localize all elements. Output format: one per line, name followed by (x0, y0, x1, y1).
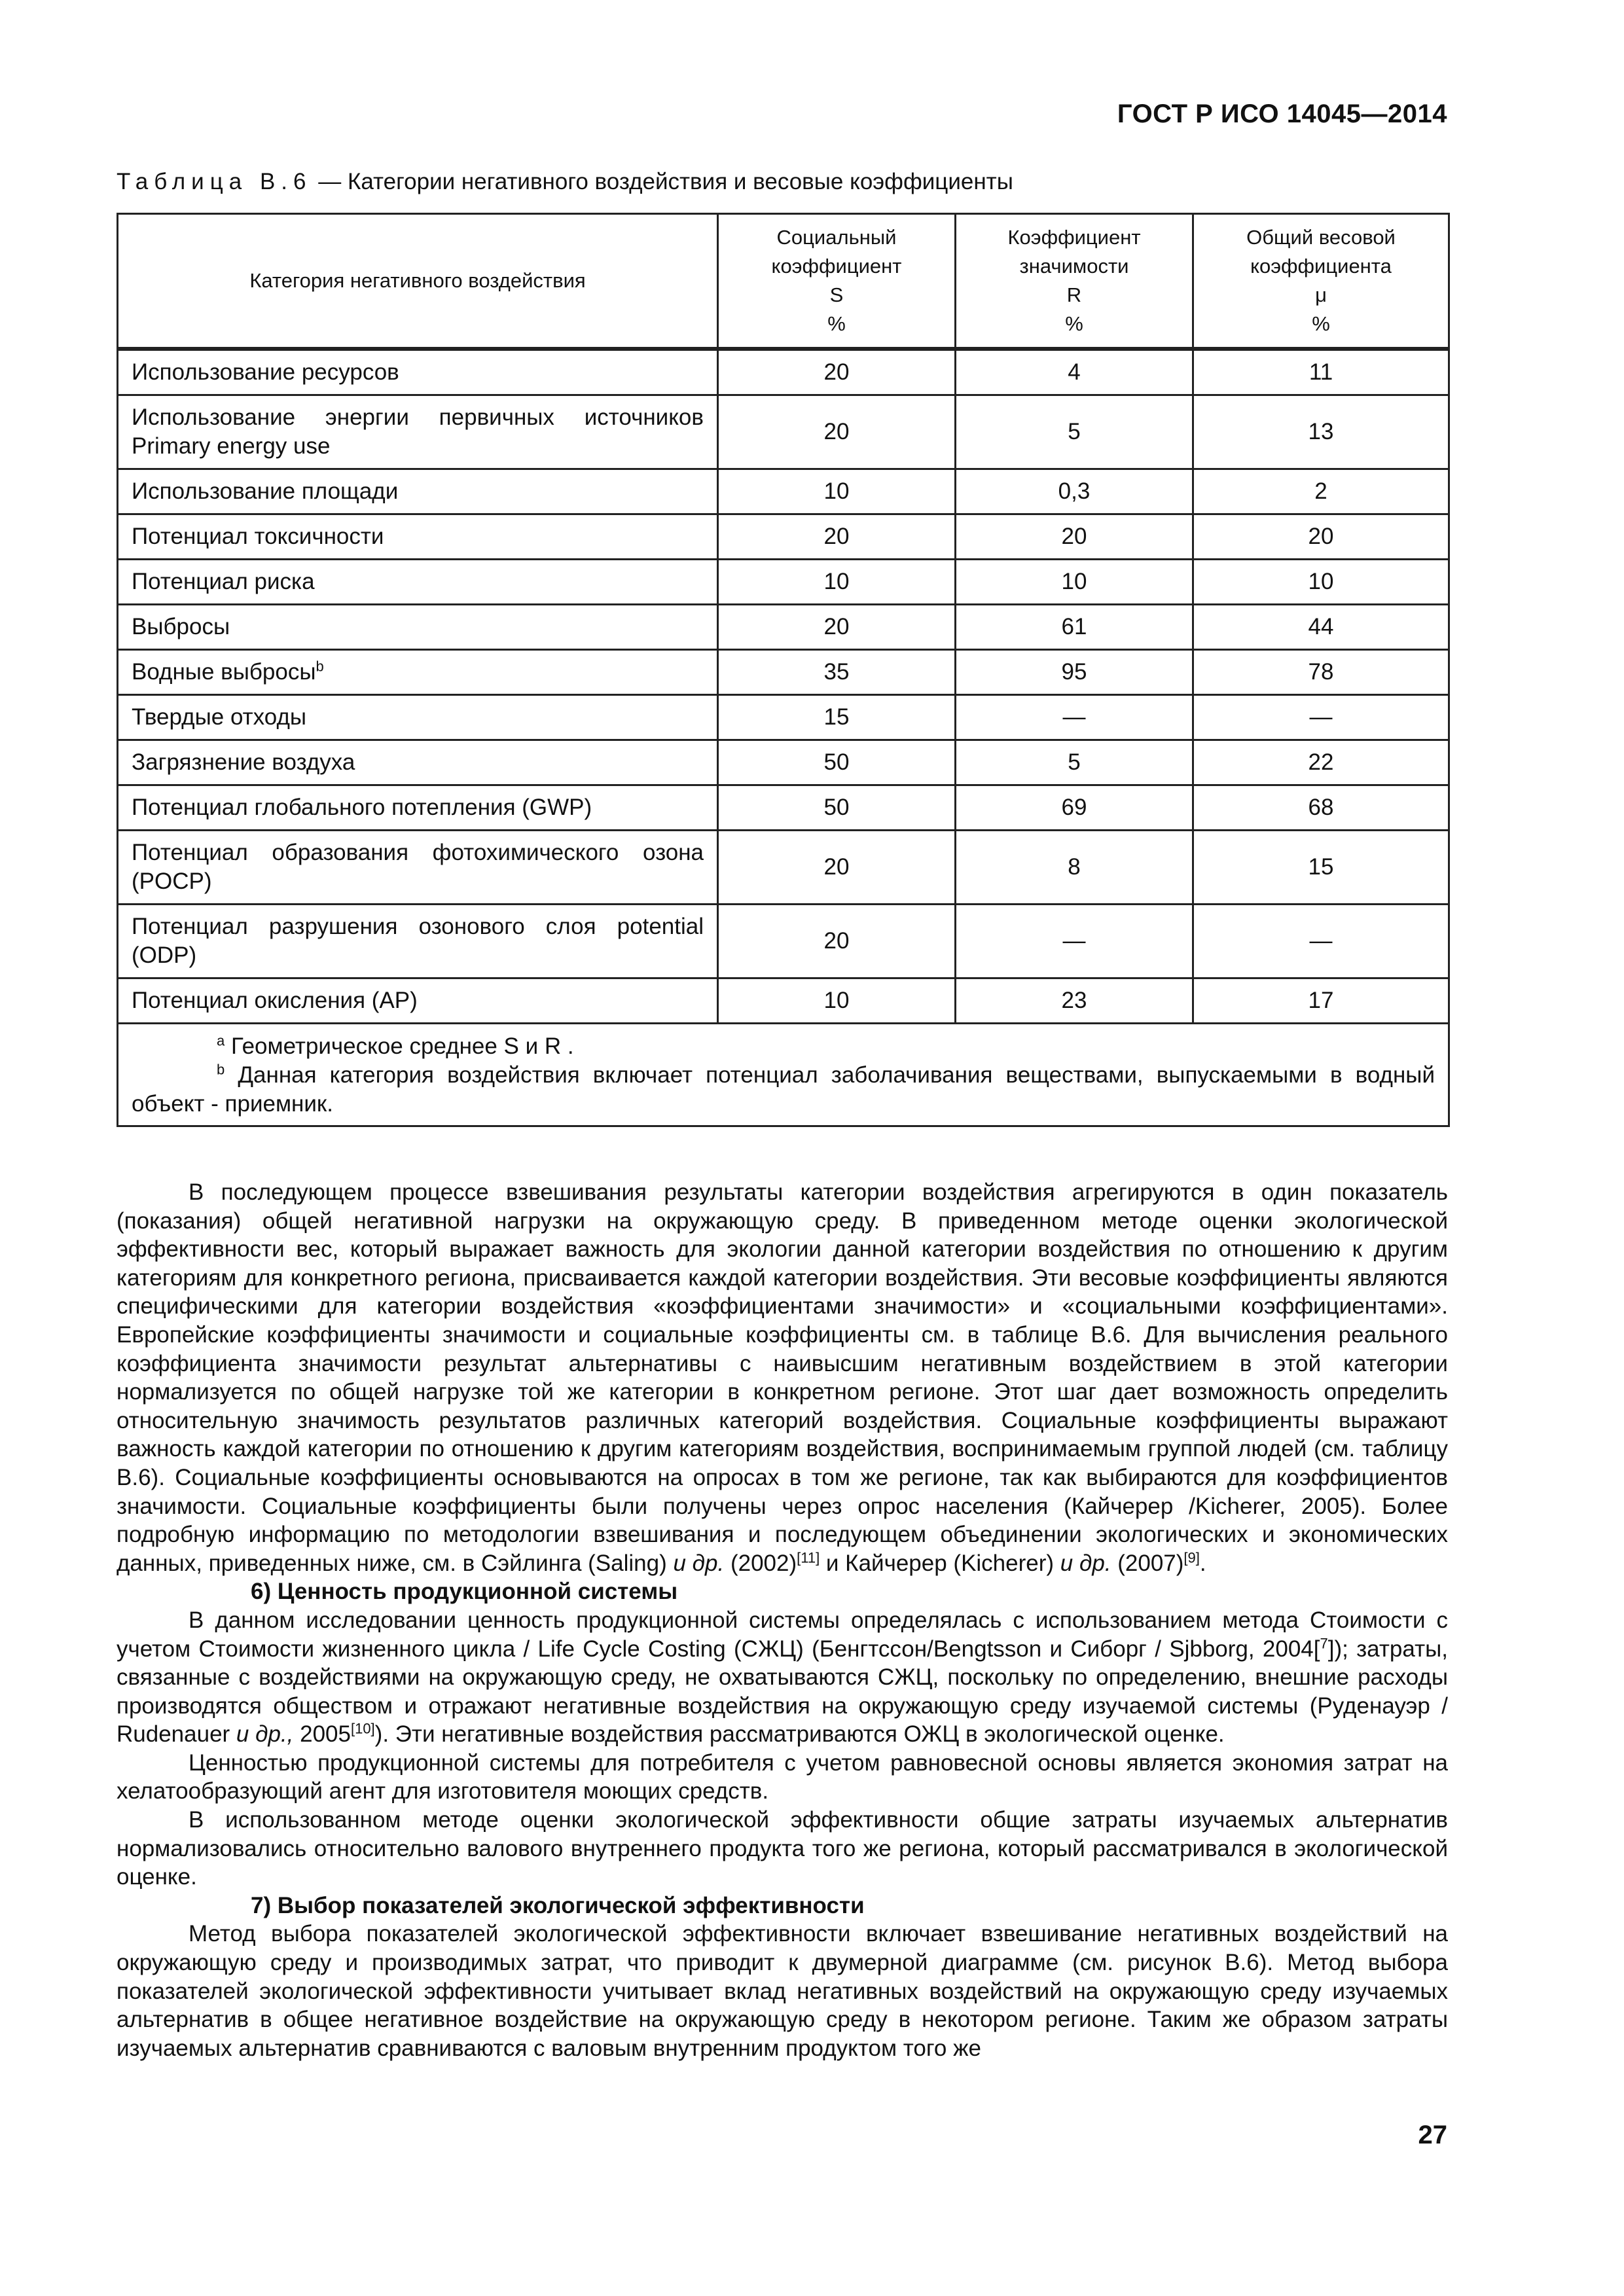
category-label: Твердые отходы (132, 704, 307, 730)
table-caption (117, 169, 1013, 195)
table-row (118, 650, 1449, 695)
value-cell-s: 10 (718, 469, 956, 514)
value-cell-mu: 78 (1193, 650, 1449, 695)
value-cell-r: 4 (956, 349, 1193, 395)
column-header-line: значимости (1019, 255, 1129, 278)
text-italic: и др. (1060, 1550, 1111, 1576)
table-row (118, 978, 1449, 1024)
table-row (118, 395, 1449, 469)
category-cell (118, 514, 718, 560)
text-run: В данном исследовании ценность продукционной системы определялась с использованием метода Стоимости с учетом Стоимости жизненного цикла / Life Cycle Costing (СЖЦ) (Бенгтссон/Bengtsson и Сиборг / Sjbborg, 2004[ (117, 1607, 1448, 1662)
table-caption-label: Таблица В.6 (117, 169, 312, 194)
column-header-line: % (1312, 312, 1330, 335)
category-label: Водные выбросы (132, 659, 316, 685)
text-run: . (1199, 1550, 1206, 1576)
category-cell (118, 785, 718, 831)
category-label: Потенциал разрушения озонового слоя potential (ODP) (132, 914, 704, 968)
table-row (118, 831, 1449, 905)
body-text (117, 1178, 1448, 2062)
table-row (118, 695, 1449, 740)
category-label: Загрязнение воздуха (132, 749, 355, 775)
table-caption-title: — Категории негативного воздействия и весовые коэффициенты (318, 169, 1013, 194)
value-cell-r: — (956, 695, 1193, 740)
column-header-0 (118, 214, 718, 350)
category-cell (118, 905, 718, 978)
table-row (118, 740, 1449, 785)
value-cell-mu: 11 (1193, 349, 1449, 395)
footnote-b-text: Данная категория воздействия включает потенциал заболачивания веществами, выпускаемыми в водный объект - приемник. (132, 1062, 1435, 1117)
text-run: и Кайчерер (Kicherer) (820, 1550, 1060, 1576)
paragraph-normalization: В использованном методе оценки экологической эффективности общие затраты изучаемых альтернатив нормализовались относительно валового внутреннего продукта того же региона, который рассматривался в экологической оценке. (117, 1807, 1448, 1890)
table-row (118, 605, 1449, 650)
paragraph-indicator-selection: Метод выбора показателей экологической эффективности включает взвешивание негативных воздействий на окружающую среду и производимых затрат, что приводит к двумерной диаграмме (см. рисунок В.6). Метод выбора показателей экологической эффективности учитывает вклад негативных воздействий на окружающую среду изучаемых альтернатив в общее негативное воздействие на окружающую среду в некотором регионе. Таким же образом затраты изучаемых альтернатив сравниваются с валовым внутренним продуктом того же (117, 1921, 1448, 2061)
value-cell-r: 95 (956, 650, 1193, 695)
value-cell-mu: 20 (1193, 514, 1449, 560)
text-run: (2002) (724, 1550, 797, 1576)
text-run: 2005 (293, 1721, 351, 1748)
category-label: Выбросы (132, 614, 230, 639)
column-header-line: Коэффициент (1007, 226, 1141, 249)
text-run: ]); затраты, связанные с воздействиями на окружающую среду, не охватываются СЖЦ, поскольку по определению, внешние расходы производятся обществом и отражают негативные воздействия на окружающую среду изучаемой системы (Руденауэр / Rudenauer (117, 1636, 1448, 1748)
table-footnotes-row (118, 1024, 1449, 1126)
category-label: Потенциал риска (132, 569, 315, 594)
value-cell-mu: 68 (1193, 785, 1449, 831)
value-cell-mu: 2 (1193, 469, 1449, 514)
citation-ref: [11] (797, 1549, 820, 1566)
value-cell-mu: 17 (1193, 978, 1449, 1024)
column-header-line: Категория негативного воздействия (249, 269, 586, 292)
value-cell-r: 0,3 (956, 469, 1193, 514)
value-cell-mu: — (1193, 695, 1449, 740)
category-cell (118, 349, 718, 395)
category-cell (118, 605, 718, 650)
footnote-b (132, 1061, 1435, 1119)
value-cell-r: 23 (956, 978, 1193, 1024)
column-header-line: % (1065, 312, 1083, 335)
citation-ref: 7 (1320, 1634, 1328, 1651)
value-cell-r: 5 (956, 395, 1193, 469)
value-cell-s: 20 (718, 395, 956, 469)
table-row (118, 560, 1449, 605)
text-italic: и др., (236, 1721, 294, 1748)
category-label: Потенциал образования фотохимического озона (POCP) (132, 840, 704, 894)
citation-ref: [9] (1183, 1549, 1200, 1566)
table-header-row (118, 214, 1449, 350)
value-cell-mu: 13 (1193, 395, 1449, 469)
category-cell (118, 395, 718, 469)
category-label: Потенциал токсичности (132, 524, 384, 549)
table-row (118, 349, 1449, 395)
column-header-line: S (829, 283, 844, 306)
category-label: Использование энергии первичных источников Primary energy use (132, 404, 704, 459)
value-cell-s: 20 (718, 905, 956, 978)
footnote-a-mark: a (217, 1032, 225, 1049)
value-cell-s: 20 (718, 349, 956, 395)
value-cell-s: 15 (718, 695, 956, 740)
column-header-line: Общий весовой (1246, 226, 1396, 249)
category-cell (118, 831, 718, 905)
value-cell-mu: 15 (1193, 831, 1449, 905)
value-cell-r: 10 (956, 560, 1193, 605)
value-cell-r: 5 (956, 740, 1193, 785)
column-header-line: Социальный (776, 226, 897, 249)
document-code: ГОСТ Р ИСО 14045—2014 (1117, 99, 1447, 128)
table-row (118, 785, 1449, 831)
footnote-a (132, 1032, 1435, 1061)
column-header-3 (1193, 214, 1449, 350)
value-cell-r: 61 (956, 605, 1193, 650)
text-run: В последующем процессе взвешивания результаты категории воздействия агрегируются в один показатель (показания) общей негативной нагрузки на окружающую среду. В приведенном методе оценки экологической эффективности вес, который выражает важность для экологии данной категории воздействия по отношению к другим категориям для конкретного региона, присваивается каждой категории воздействия. Эти весовые коэффициенты являются специфическими для категории воздействия «коэффициентами значимости» и «социальными коэффициентами». Европейские коэффициенты значимости и социальные коэффициенты см. в таблице В.6. Для вычисления реального коэффициента значимости результат альтернативы с наивысшим негативным воздействием в этой категории нормализуется по общей нагрузке той же категории в конкретном регионе. Этот шаг дает возможность определить относительную значимость результатов различных категорий воздействия. Социальные коэффициенты выражают важность каждой категории по отношению к другим категориям воздействия, воспринимаемым группой людей (см. таблицу В.6). Социальные коэффициенты основываются на опросах в том же регионе, так как выбираются для коэффициентов значимости. Социальные коэффициенты были получены через опрос населения (Кайчерер /Kicherer, 2005). Более подробную информацию по методологии взвешивания и последующем объединении экологических и экономических данных, приведенных ниже, см. в Сэйлинга (Saling) (117, 1179, 1448, 1576)
category-cell (118, 740, 718, 785)
category-cell (118, 650, 718, 695)
value-cell-mu: 44 (1193, 605, 1449, 650)
text-italic: и др. (673, 1550, 725, 1576)
value-cell-mu: 10 (1193, 560, 1449, 605)
value-cell-s: 20 (718, 514, 956, 560)
value-cell-mu: — (1193, 905, 1449, 978)
paragraph-lcc (117, 1606, 1448, 1749)
category-cell (118, 978, 718, 1024)
footnote-a-text: Геометрическое среднее S и R . (225, 1033, 574, 1059)
value-cell-s: 10 (718, 978, 956, 1024)
category-label: Потенциал окисления (AP) (132, 988, 418, 1013)
value-cell-r: 69 (956, 785, 1193, 831)
weighting-table (117, 213, 1450, 1127)
column-header-line: коэффициента (1250, 255, 1392, 278)
value-cell-r: 8 (956, 831, 1193, 905)
table-footnotes (118, 1024, 1449, 1126)
column-header-1 (718, 214, 956, 350)
category-label: Использование площади (132, 478, 399, 504)
paragraph-consumer-value: Ценностью продукционной системы для потребителя с учетом равновесной основы является экономия затрат на хелатообразующий агент для изготовителя моющих средств. (117, 1749, 1448, 1804)
footnote-b-mark: b (217, 1061, 225, 1078)
section-heading-7: 7) Выбор показателей экологической эффективности (251, 1892, 865, 1918)
column-header-2 (956, 214, 1193, 350)
value-cell-mu: 22 (1193, 740, 1449, 785)
category-cell (118, 560, 718, 605)
column-header-line: μ (1315, 283, 1327, 306)
value-cell-s: 10 (718, 560, 956, 605)
column-header-line: % (827, 312, 846, 335)
footnote-ref: b (316, 658, 324, 675)
value-cell-r: 20 (956, 514, 1193, 560)
text-run: (2007) (1111, 1550, 1184, 1576)
page-number: 27 (1418, 2121, 1447, 2149)
column-header-line: коэффициент (771, 255, 902, 278)
value-cell-s: 35 (718, 650, 956, 695)
citation-ref: [10] (350, 1720, 375, 1737)
table-row (118, 469, 1449, 514)
value-cell-s: 50 (718, 785, 956, 831)
category-cell (118, 469, 718, 514)
value-cell-r: — (956, 905, 1193, 978)
category-cell (118, 695, 718, 740)
category-label: Использование ресурсов (132, 359, 399, 385)
table-row (118, 514, 1449, 560)
value-cell-s: 20 (718, 831, 956, 905)
table-row (118, 905, 1449, 978)
section-heading-6: 6) Ценность продукционной системы (251, 1579, 678, 1605)
value-cell-s: 50 (718, 740, 956, 785)
category-label: Потенциал глобального потепления (GWP) (132, 795, 592, 820)
table-body (118, 349, 1449, 1024)
column-header-line: R (1066, 283, 1082, 306)
text-run: ). Эти негативные воздействия рассматриваются ОЖЦ в экологической оценке. (374, 1721, 1225, 1748)
value-cell-s: 20 (718, 605, 956, 650)
paragraph-weighting (117, 1178, 1448, 1577)
